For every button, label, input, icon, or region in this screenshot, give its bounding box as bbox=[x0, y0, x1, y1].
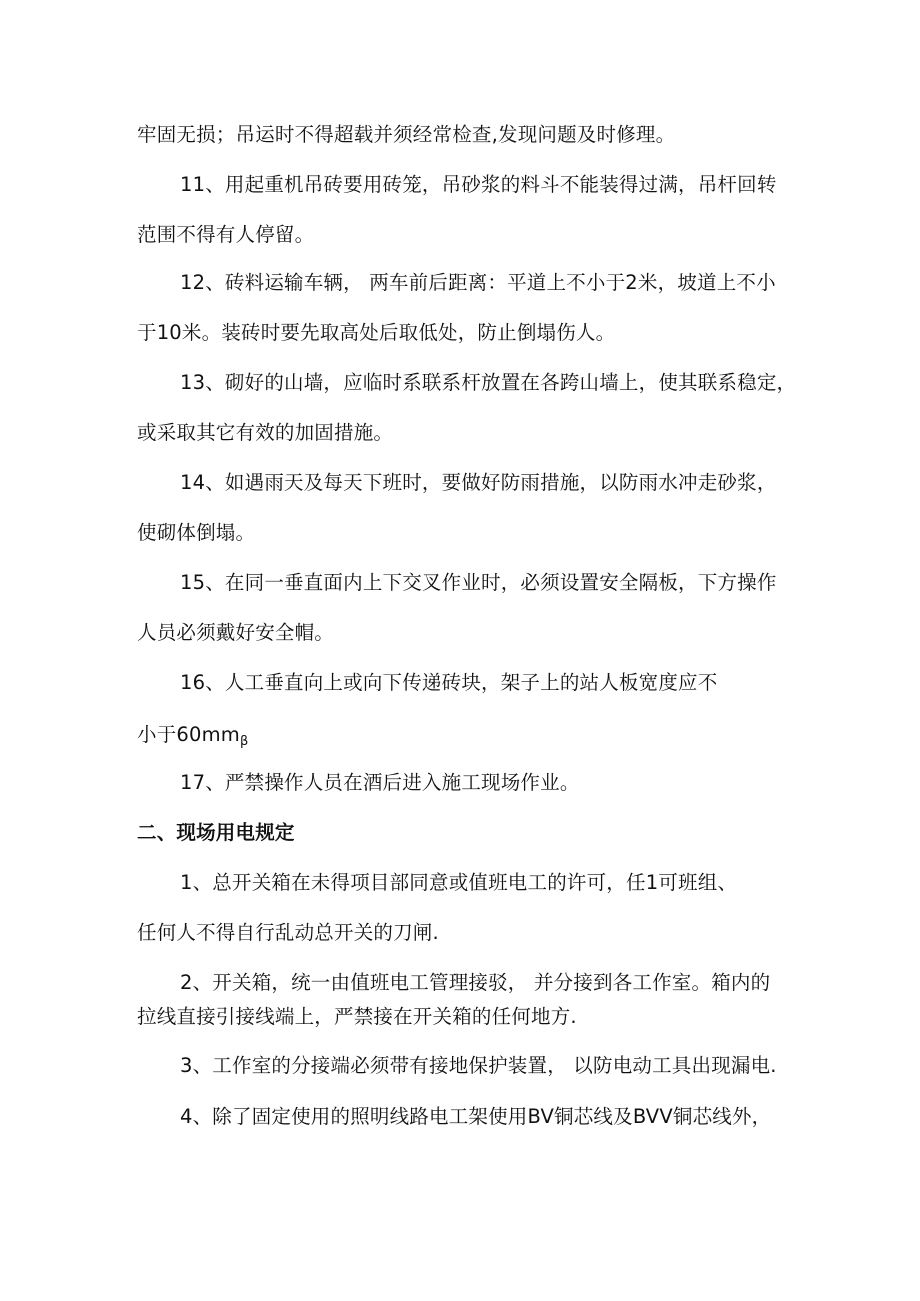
text-line: 人员必须戴好安全帽。 bbox=[137, 621, 335, 644]
text-line: 任何人不得自行乱动总开关的刀闸. bbox=[137, 921, 439, 944]
text-line: 拉线直接引接线端上，严禁接在开关箱的任何地方. bbox=[137, 1005, 577, 1028]
text-line: 14、如遇雨天及每天下班时，要做好防雨措施，以防雨水冲走砂浆， bbox=[180, 471, 777, 494]
text-line: 11、用起重机吊砖要用砖笼，吊砂浆的料斗不能装得过满，吊杆回转 bbox=[180, 173, 777, 196]
text-line: 牢固无损；吊运时不得超载并须经常检查,发现问题及时修理。 bbox=[137, 123, 676, 146]
text-line: 16、人工垂直向上或向下传递砖块，架子上的站人板宽度应不 bbox=[180, 671, 718, 694]
text-line: 15、在同一垂直面内上下交叉作业时，必须设置安全隔板，下方操作 bbox=[180, 571, 777, 594]
text-line: 4、除了固定使用的照明线路电工架使用BV铜芯线及BVV铜芯线外， bbox=[180, 1105, 772, 1128]
text-line: 或采取其它有效的加固措施。 bbox=[137, 421, 394, 444]
text-line-with-subscript bbox=[137, 721, 249, 756]
subscript-mark: β bbox=[240, 734, 249, 749]
text-line: 2、开关箱，统一由值班电工管理接驳， 并分接到各工作室。箱内的 bbox=[180, 971, 771, 994]
text-line: 小于60mm bbox=[137, 723, 241, 746]
text-line: 12、砖料运输车辆， 两车前后距离：平道上不小于2米，坡道上不小 bbox=[180, 271, 776, 294]
text-line: 使砌体倒塌。 bbox=[137, 521, 256, 544]
text-line: 1、总开关箱在未得项目部同意或值班电工的许可，任1可班组、 bbox=[180, 871, 738, 894]
text-line: 13、砌好的山墙，应临时系联系杆放置在各跨山墙上，使其联系稳定， bbox=[180, 371, 797, 394]
text-line: 于10米。装砖时要先取高处后取低处，防止倒塌伤人。 bbox=[137, 321, 616, 344]
section-heading: 二、现场用电规定 bbox=[137, 821, 295, 844]
text-line: 17、严禁操作人员在酒后进入施工现场作业。 bbox=[180, 771, 580, 794]
text-line: 3、工作室的分接端必须带有接地保护装置， 以防电动工具出现漏电. bbox=[180, 1054, 777, 1077]
text-line: 范围不得有人停留。 bbox=[137, 223, 315, 246]
